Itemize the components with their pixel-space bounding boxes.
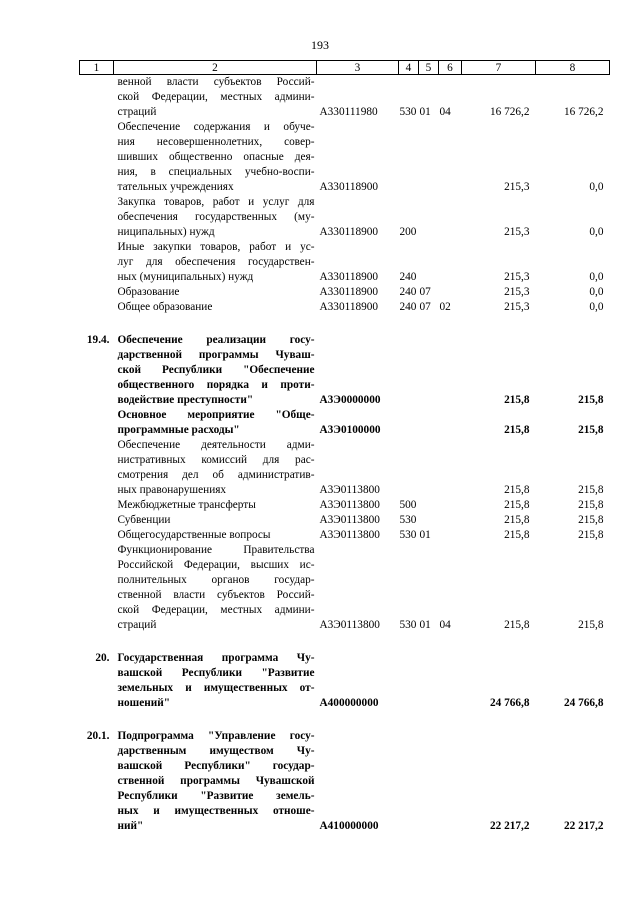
description-line: нистративных комиссий для рас- — [117, 454, 315, 466]
description-line: Иные закупки товаров, работ и ус- — [117, 241, 315, 253]
expense-type-code — [399, 651, 419, 711]
target-article-code: А3Э0000000 — [319, 394, 381, 406]
description-line: Основное мероприятие "Обще- — [117, 409, 315, 421]
subsection-code — [439, 651, 462, 711]
amount-col8: 22 217,2 — [563, 820, 604, 832]
table-row — [80, 300, 610, 315]
description-line: ственной власти субъектов Россий- — [117, 589, 315, 601]
description-line: Государственная программа Чу- — [117, 652, 315, 664]
row-number — [80, 300, 114, 315]
section-code — [419, 651, 439, 711]
row-description — [114, 285, 317, 300]
amount-col7: 215,8 — [504, 619, 530, 631]
description-line: вашской Республики" государ- — [117, 760, 315, 772]
row-number: 20.1. — [86, 730, 110, 742]
expense-type-code: 530 — [399, 514, 417, 526]
expense-type-code: 240 — [399, 286, 417, 298]
description-line: ской Республики "Обеспечение — [117, 364, 315, 376]
section-code: 01 — [419, 529, 431, 541]
description-line: страций — [117, 619, 157, 631]
amount-col7: 215,8 — [504, 484, 530, 496]
row-description — [114, 408, 317, 438]
description-line: ниципальных) нужд — [117, 226, 215, 238]
row-number — [80, 543, 114, 633]
row-spacer — [80, 711, 610, 729]
row-number — [80, 438, 114, 498]
amount-col8: 215,8 — [578, 499, 604, 511]
subsection-code — [439, 729, 462, 834]
description-line: ской Федерации, местных админи- — [117, 604, 315, 616]
description-line: ных (муниципальных) нужд — [117, 271, 254, 283]
expense-type-code — [399, 120, 419, 195]
header-cell-6: 6 — [439, 61, 462, 75]
table-row — [80, 195, 610, 240]
description-line: ской Федерации, местных админи- — [117, 91, 315, 103]
table-row — [80, 408, 610, 438]
expense-type-code — [399, 333, 419, 408]
row-description — [114, 729, 317, 834]
header-cell-8: 8 — [536, 61, 610, 75]
subsection-code — [439, 498, 462, 513]
target-article-code: А330118900 — [319, 226, 379, 238]
row-number — [80, 528, 114, 543]
row-number — [80, 240, 114, 285]
amount-col8: 0,0 — [589, 286, 604, 298]
section-code: 07 — [419, 286, 431, 298]
target-article-code: А410000000 — [319, 820, 379, 832]
header-cell-5: 5 — [419, 61, 439, 75]
target-article-code: А330118900 — [319, 181, 379, 193]
description-line: Обеспечение деятельности адми- — [117, 439, 315, 451]
amount-col7: 215,3 — [504, 286, 530, 298]
section-code — [419, 120, 439, 195]
amount-col7: 215,3 — [504, 226, 530, 238]
row-description — [114, 498, 317, 513]
row-number: 19.4. — [86, 334, 110, 346]
description-line: Общее образование — [117, 301, 213, 313]
subsection-code — [439, 408, 462, 438]
description-line: Общегосударственные вопросы — [117, 529, 271, 541]
description-line: ных и имущественных отноше- — [117, 805, 315, 817]
row-description — [114, 333, 317, 408]
description-line: дарственной программы Чуваш- — [117, 349, 315, 361]
row-number — [80, 195, 114, 240]
table-row — [80, 729, 610, 834]
description-line: ния, в специальных учебно-воспи- — [117, 166, 315, 178]
target-article-code: А3Э0113800 — [319, 514, 380, 526]
amount-col8: 215,8 — [578, 529, 604, 541]
row-description — [114, 438, 317, 498]
description-line: Образование — [117, 286, 180, 298]
section-code — [419, 240, 439, 285]
target-article-code: А330118900 — [319, 301, 379, 313]
description-line: смотрения дел об административ- — [117, 469, 315, 481]
amount-col8: 0,0 — [589, 301, 604, 313]
section-code — [419, 729, 439, 834]
section-code — [419, 333, 439, 408]
row-description — [114, 513, 317, 528]
description-line: венной власти субъектов Россий- — [117, 76, 315, 88]
row-number: 20. — [95, 652, 110, 664]
expense-type-code: 200 — [399, 226, 417, 238]
target-article-code: А330111980 — [319, 106, 378, 118]
target-article-code: А3Э0100000 — [319, 424, 381, 436]
row-description — [114, 75, 317, 121]
table-row — [80, 240, 610, 285]
amount-col8: 0,0 — [589, 271, 604, 283]
description-line: общественного порядка и проти- — [117, 379, 315, 391]
description-line: Российской Федерации, высших ис- — [117, 559, 315, 571]
row-number — [80, 498, 114, 513]
description-line: ний" — [117, 820, 144, 832]
subsection-code: 02 — [439, 301, 451, 313]
amount-col7: 24 766,8 — [489, 697, 530, 709]
table-row — [80, 333, 610, 408]
target-article-code: А3Э0113800 — [319, 529, 380, 541]
subsection-code — [439, 120, 462, 195]
header-cell-7: 7 — [462, 61, 536, 75]
target-article-code: А3Э0113800 — [319, 499, 380, 511]
table-row — [80, 438, 610, 498]
table-row — [80, 120, 610, 195]
row-number — [80, 285, 114, 300]
section-code — [419, 513, 439, 528]
row-description — [114, 240, 317, 285]
amount-col8: 215,8 — [578, 619, 604, 631]
expense-type-code — [399, 408, 419, 438]
description-line: обеспечения государственных (му- — [117, 211, 315, 223]
target-article-code: А3Э0113800 — [319, 619, 380, 631]
header-cell-2: 2 — [114, 61, 317, 75]
target-article-code: А330118900 — [319, 271, 379, 283]
section-code: 01 — [419, 106, 431, 118]
target-article-code: А400000000 — [319, 697, 379, 709]
amount-col7: 215,3 — [504, 271, 530, 283]
description-line: Обеспечение реализации госу- — [117, 334, 315, 346]
subsection-code: 04 — [439, 619, 451, 631]
row-description — [114, 300, 317, 315]
description-line: ственной программы Чувашской — [117, 775, 315, 787]
description-line: Республики "Развитие земель- — [117, 790, 315, 802]
table-row — [80, 285, 610, 300]
description-line: ношений" — [117, 697, 171, 709]
row-description — [114, 195, 317, 240]
amount-col8: 215,8 — [578, 514, 604, 526]
amount-col8: 16 726,2 — [563, 106, 604, 118]
description-line: Субвенции — [117, 514, 171, 526]
amount-col8: 24 766,8 — [563, 697, 604, 709]
expense-type-code: 530 — [399, 619, 417, 631]
page-number: 193 — [311, 38, 329, 52]
amount-col8: 215,8 — [578, 424, 604, 436]
amount-col7: 215,8 — [504, 499, 530, 511]
amount-col7: 215,3 — [504, 181, 530, 193]
table-row — [80, 498, 610, 513]
amount-col8: 0,0 — [589, 181, 604, 193]
row-spacer — [80, 633, 610, 651]
amount-col8: 0,0 — [589, 226, 604, 238]
description-line: ния несовершеннолетних, совер- — [117, 136, 315, 148]
description-line: вашской Республики "Развитие — [117, 667, 315, 679]
section-code: 07 — [419, 301, 431, 313]
row-number — [80, 75, 114, 121]
section-code — [419, 195, 439, 240]
description-line: ных правонарушениях — [117, 484, 227, 496]
amount-col8: 215,8 — [578, 484, 604, 496]
amount-col7: 215,8 — [504, 424, 530, 436]
row-number — [80, 513, 114, 528]
expense-type-code — [399, 438, 419, 498]
description-line: дарственным имуществом Чу- — [117, 745, 315, 757]
row-description — [114, 543, 317, 633]
section-code: 01 — [419, 619, 431, 631]
subsection-code: 04 — [439, 106, 451, 118]
expense-type-code: 240 — [399, 271, 417, 283]
target-article-code: А330118900 — [319, 286, 379, 298]
description-line: шивших общественно опасные дея- — [117, 151, 315, 163]
description-line: Подпрограмма "Управление госу- — [117, 730, 315, 742]
header-cell-1: 1 — [80, 61, 114, 75]
row-description — [114, 651, 317, 711]
subsection-code — [439, 285, 462, 300]
amount-col7: 215,8 — [504, 394, 530, 406]
table-row — [80, 543, 610, 633]
section-code — [419, 438, 439, 498]
description-line: Межбюджетные трансферты — [117, 499, 256, 511]
expense-type-code: 530 — [399, 529, 417, 541]
subsection-code — [439, 438, 462, 498]
subsection-code — [439, 240, 462, 285]
description-line: полнительных органов государ- — [117, 574, 315, 586]
amount-col8: 215,8 — [578, 394, 604, 406]
subsection-code — [439, 195, 462, 240]
description-line: водействие преступности" — [117, 394, 254, 406]
amount-col7: 215,8 — [504, 529, 530, 541]
expense-type-code: 240 — [399, 301, 417, 313]
amount-col7: 22 217,2 — [489, 820, 530, 832]
amount-col7: 215,3 — [504, 301, 530, 313]
description-line: Закупка товаров, работ и услуг для — [117, 196, 315, 208]
description-line: земельных и имущественных от- — [117, 682, 315, 694]
header-row — [80, 61, 610, 75]
header-cell-4: 4 — [399, 61, 419, 75]
header-cell-3: 3 — [317, 61, 399, 75]
row-spacer — [80, 315, 610, 333]
budget-table — [79, 60, 610, 834]
description-line: луг для обеспечения государствен- — [117, 256, 315, 268]
section-code — [419, 408, 439, 438]
row-number — [80, 120, 114, 195]
expense-type-code: 500 — [399, 499, 417, 511]
section-code — [419, 498, 439, 513]
table-row — [80, 513, 610, 528]
subsection-code — [439, 333, 462, 408]
row-description — [114, 528, 317, 543]
row-number — [80, 408, 114, 438]
amount-col7: 215,8 — [504, 514, 530, 526]
description-line: Функционирование Правительства — [117, 544, 315, 556]
expense-type-code — [399, 729, 419, 834]
table-row — [80, 75, 610, 121]
description-line: страций — [117, 106, 157, 118]
row-description — [114, 120, 317, 195]
table-row — [80, 528, 610, 543]
subsection-code — [439, 513, 462, 528]
description-line: программные расходы" — [117, 424, 240, 436]
target-article-code: А3Э0113800 — [319, 484, 380, 496]
table-row — [80, 651, 610, 711]
description-line: тательных учреждениях — [117, 181, 234, 193]
expense-type-code: 530 — [399, 106, 417, 118]
amount-col7: 16 726,2 — [489, 106, 530, 118]
subsection-code — [439, 528, 462, 543]
description-line: Обеспечение содержания и обуче- — [117, 121, 315, 133]
